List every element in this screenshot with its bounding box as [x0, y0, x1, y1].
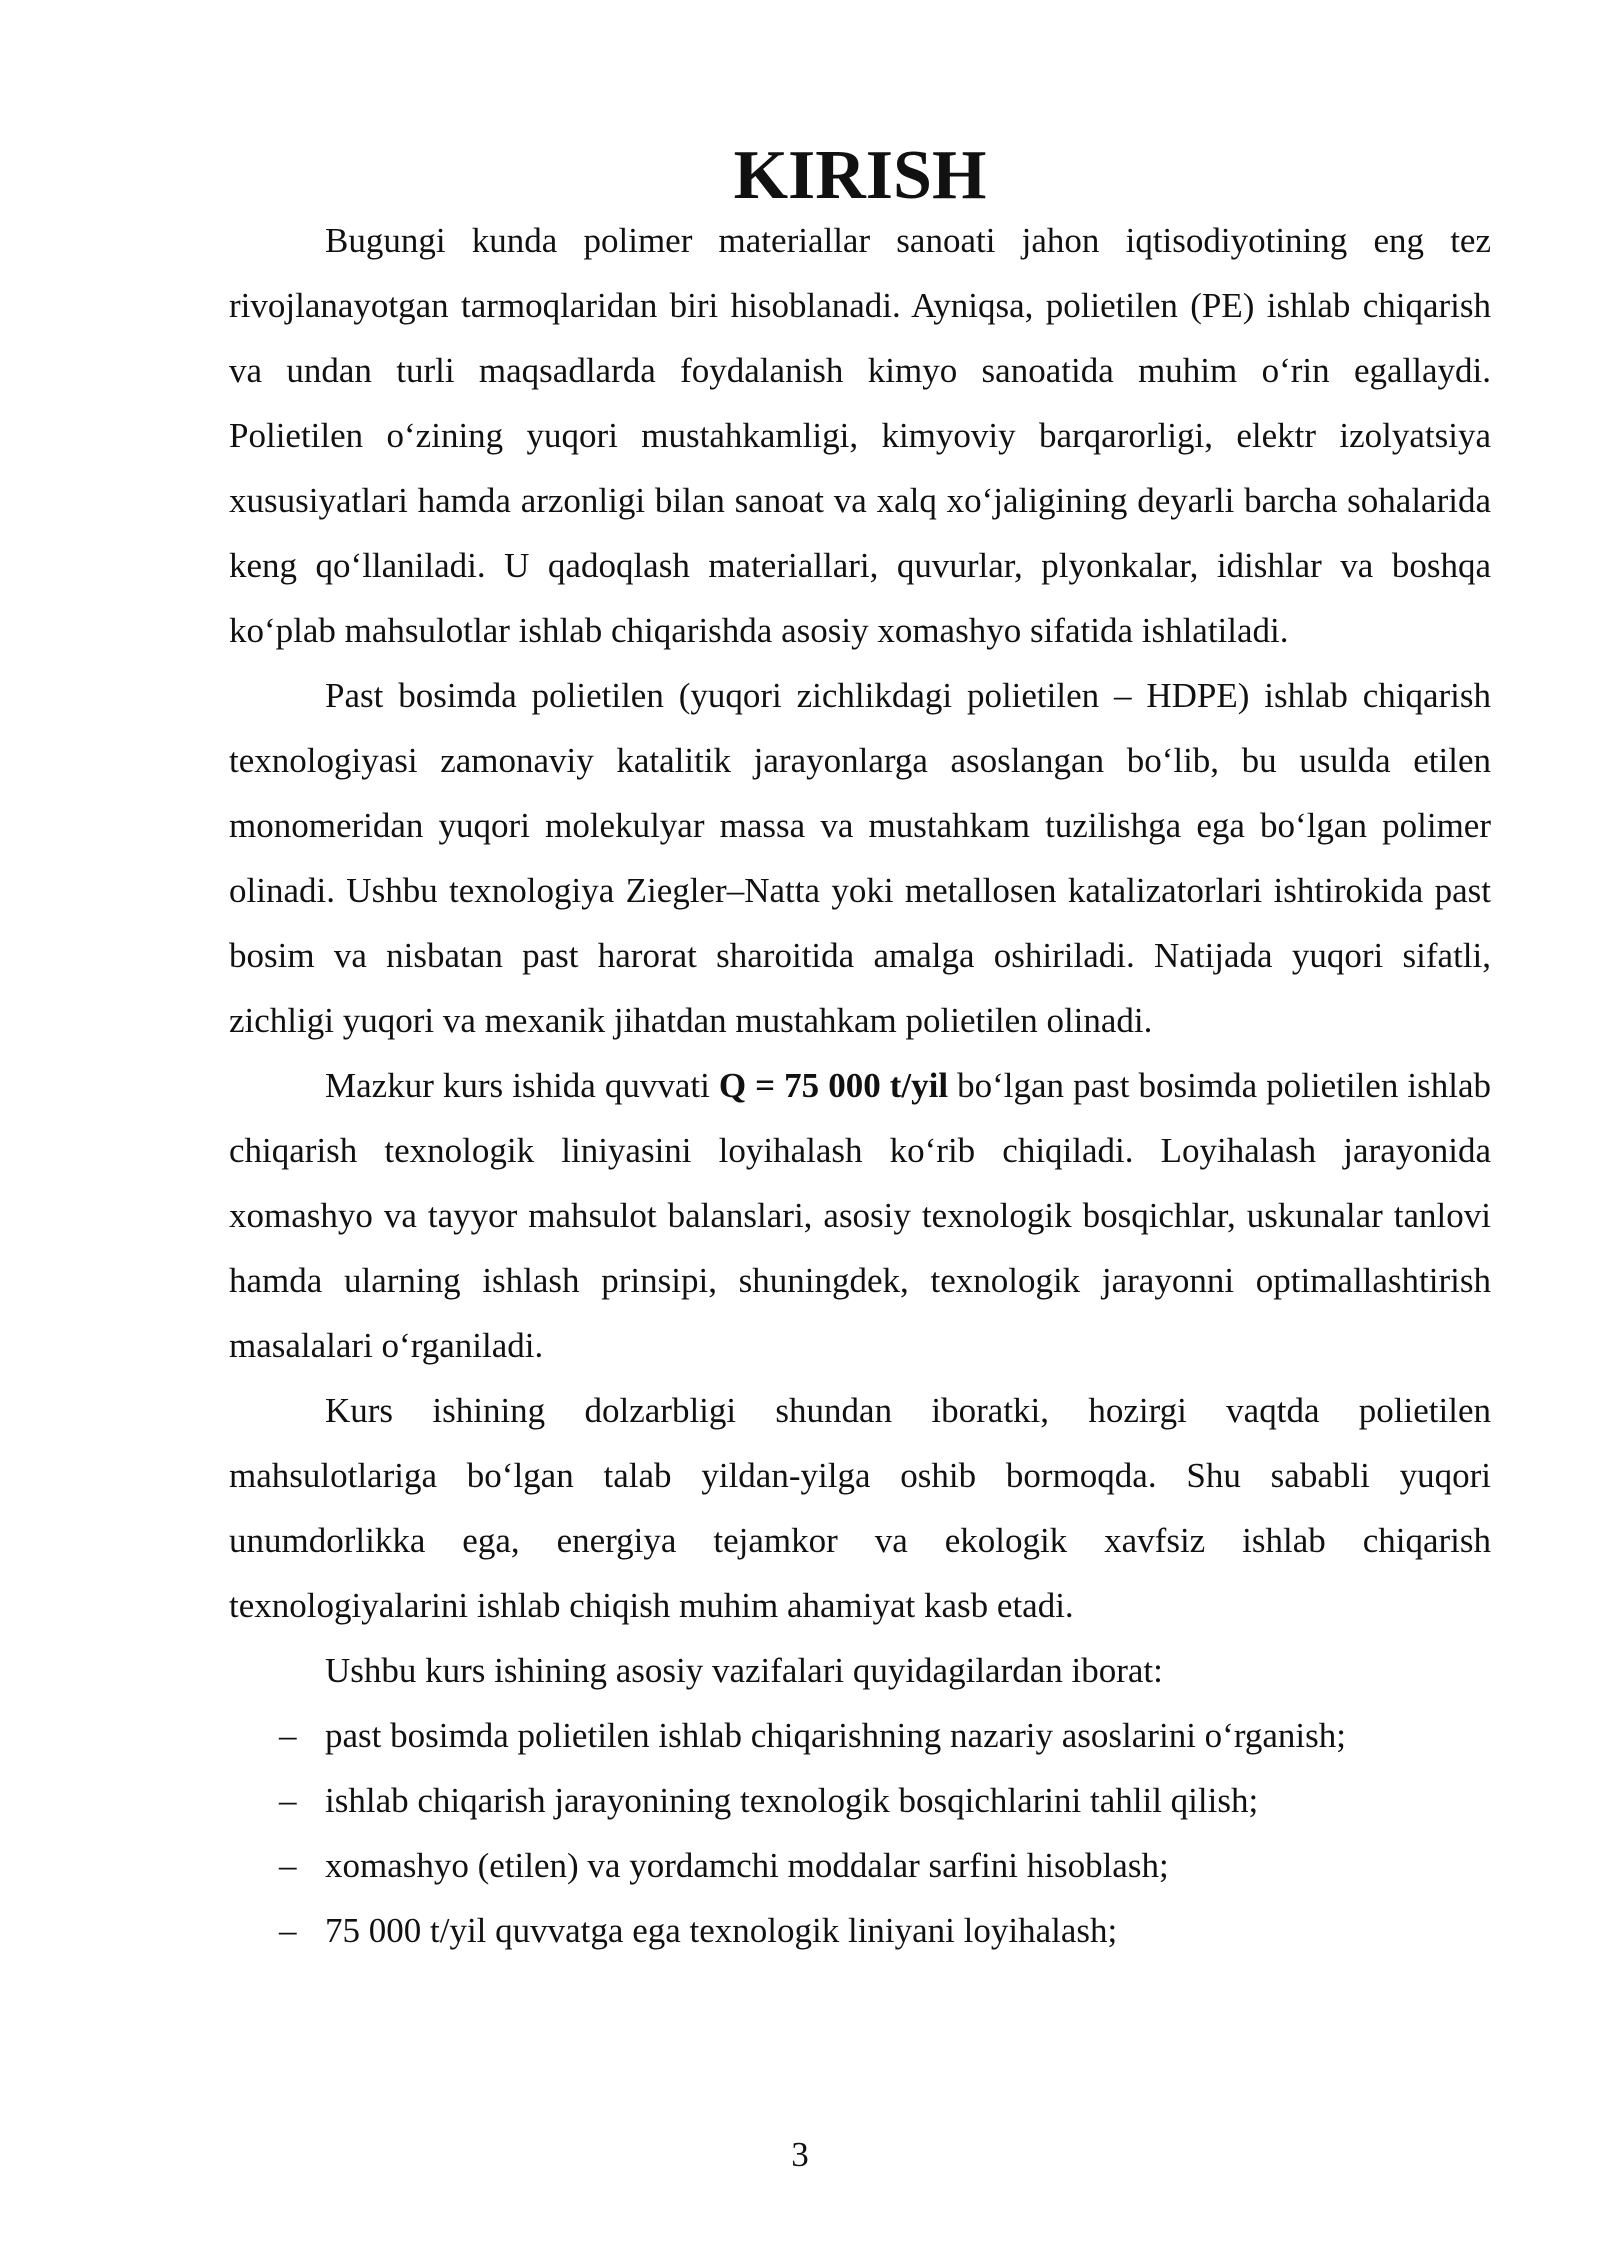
paragraph-intro: Bugungi kunda polimer materiallar sanoati jahon iqtisodiyotining eng tez rivojlanayotgan tarmoqlaridan biri hisoblanadi. Ayniqsa, polietilen (PE) ishlab chiqarish va undan turli maqsadlarda foydalanish kimyo sanoatida muhim o‘rin egallaydi. Polietilen o‘zining yuqori mustahkamligi, kimyoviy barqarorligi, elektr izolyatsiya xususiyatlari hamda arzonligi bilan sanoat va xalq xo‘jaligining deyarli barcha sohalarida keng qo‘llaniladi. U qadoqlash materiallari, quvurlar, plyonkalar, idishlar va boshqa ko‘plab mahsulotlar ishlab chiqarishda asosiy xomashyo sifatida ishlatiladi.: [229, 221, 1491, 650]
list-item-text: past bosimda polietilen ishlab chiqarishning nazariy asoslarini o‘rganish;: [325, 1716, 1346, 1755]
paragraph-course-scope-start: Mazkur kurs ishida quvvati: [325, 1066, 719, 1105]
paragraph-technology: Past bosimda polietilen (yuqori zichlikdagi polietilen – HDPE) ishlab chiqarish texnologiyasi zamonaviy katalitik jarayonlarga asoslangan bo‘lib, bu usulda etilen monomeridan yuqori molekulyar massa va mustahkam tuzilishga ega bo‘lgan polimer olinadi. Ushbu texnologiya Ziegler–Natta yoki metallosen katalizatorlari ishtirokida past bosim va nisbatan past harorat sharoitida amalga oshiriladi. Natijada yuqori sifatli, zichligi yuqori va mexanik jihatdan mustahkam polietilen olinadi.: [229, 676, 1491, 1040]
list-dash-marker: –: [279, 1781, 297, 1820]
list-dash-marker: –: [279, 1911, 297, 1950]
paragraph-course-scope: [229, 1053, 1491, 1378]
list-item: [229, 1703, 1491, 1768]
list-item: [229, 1833, 1491, 1898]
list-item: [229, 1898, 1491, 1963]
list-item: [229, 1768, 1491, 1833]
tasks-list: [229, 1703, 1491, 1963]
page-content: [229, 137, 1491, 1963]
list-item-text: ishlab chiqarish jarayonining texnologik bosqichlarini tahlil qilish;: [325, 1781, 1259, 1820]
list-dash-marker: –: [279, 1716, 297, 1755]
capacity-formula: Q = 75 000 t/yil: [718, 1066, 949, 1105]
list-dash-marker: –: [279, 1846, 297, 1885]
list-item-text: xomashyo (etilen) va yordamchi moddalar sarfini hisoblash;: [325, 1846, 1169, 1885]
page-number: 3: [791, 2135, 809, 2174]
list-item-text: 75 000 t/yil quvvatga ega texnologik liniyani loyihalash;: [325, 1911, 1118, 1950]
section-title: KIRISH: [733, 137, 987, 214]
paragraph-course-scope-end: bo‘lgan past bosimda polietilen ishlab chiqarish texnologik liniyasini loyihalash ko‘rib chiqiladi. Loyihalash jarayonida xomashyo va tayyor mahsulot balanslari, asosiy texnologik bosqichlar, uskunalar tanlovi hamda ularning ishlash prinsipi, shuningdek, texnologik jarayonni optimallashtirish masalalari o‘rganiladi.: [229, 1066, 1491, 1365]
tasks-intro: Ushbu kurs ishining asosiy vazifalari quyidagilardan iborat:: [325, 1651, 1163, 1690]
paragraph-relevance: Kurs ishining dolzarbligi shundan iboratki, hozirgi vaqtda polietilen mahsulotlariga bo‘lgan talab yildan-yilga oshib bormoqda. Shu sababli yuqori unumdorlikka ega, energiya tejamkor va ekologik xavfsiz ishlab chiqarish texnologiyalarini ishlab chiqish muhim ahamiyat kasb etadi.: [229, 1391, 1491, 1625]
